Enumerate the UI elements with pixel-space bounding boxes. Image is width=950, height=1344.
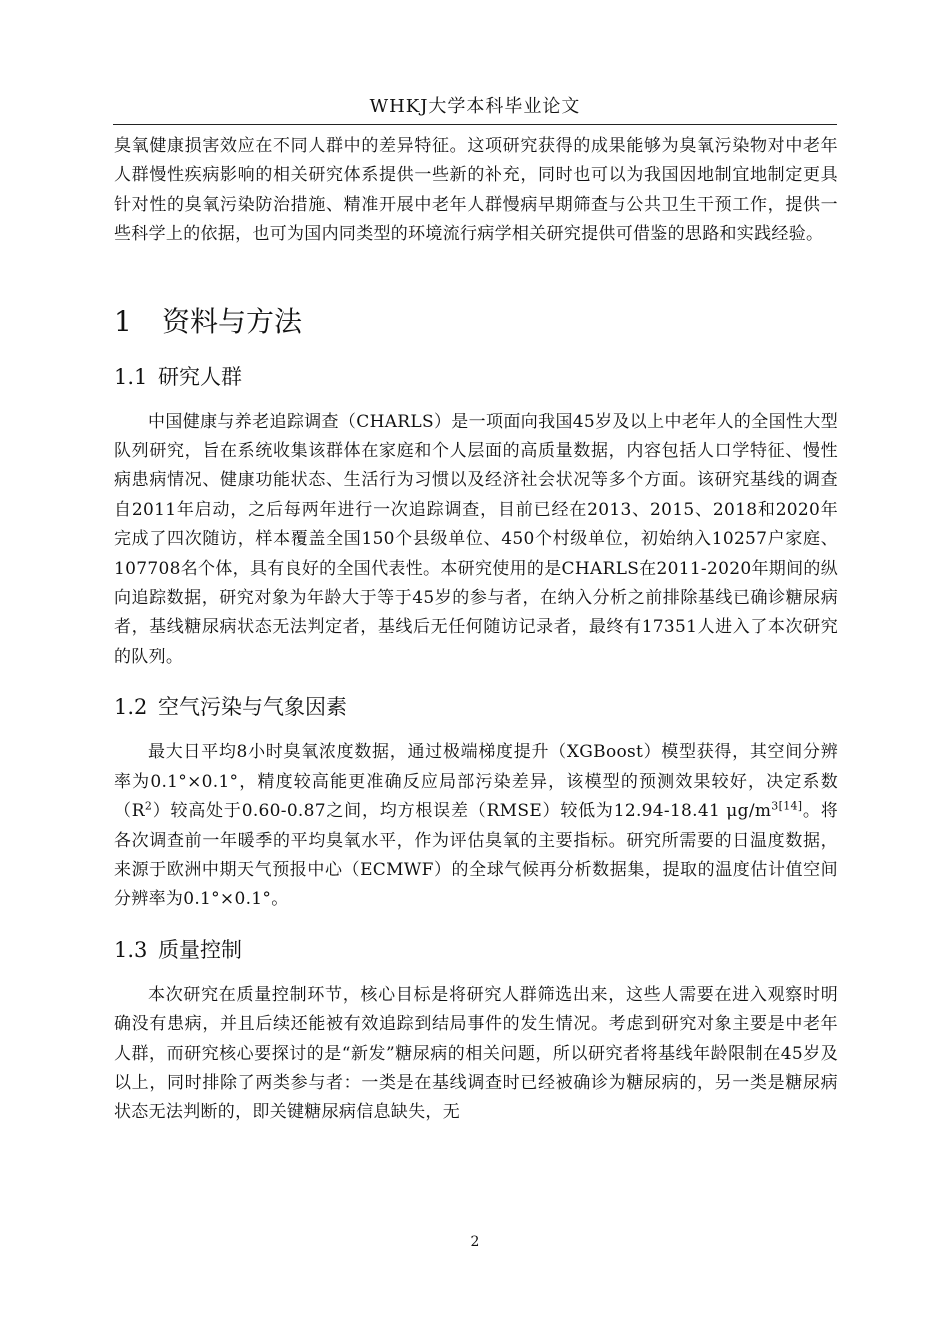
subsection-number: 1.1	[114, 364, 148, 389]
subsection-number: 1.3	[114, 937, 148, 962]
page-number: 2	[470, 1234, 480, 1250]
page-header-title: WHKJ大学本科毕业论文	[369, 96, 581, 117]
document-body	[114, 132, 838, 1128]
subsection-heading-1-2	[114, 692, 838, 722]
study-population-paragraph: 中国健康与养老追踪调查（CHARLS）是一项面向我国45岁及以上中老年人的全国性大型队列研究，旨在系统收集该群体在家庭和个人层面的高质量数据，内容包括人口学特征、慢性病患病情况、健康功能状态、生活行为习惯以及经济社会状况等多个方面。该研究基线的调查自2011年启动，之后每两年进行一次追踪调查，目前已经在2013、2015、2018和2020年完成了四次随访，样本覆盖全国150个县级单位、450个村级单位，初始纳入10257户家庭、107708名个体，具有良好的全国代表性。本研究使用的是CHARLS在2011-2020年期间的纵向追踪数据，研究对象为年龄大于等于45岁的参与者，在纳入分析之前排除基线已确诊糖尿病者，基线糖尿病状态无法判定者，基线后无任何随访记录者，最终有17351人进入了本次研究的队列。	[114, 411, 838, 667]
section-number: 1	[114, 304, 132, 338]
superscript-r2: 2	[144, 799, 153, 813]
subsection-heading-1-1	[114, 362, 838, 392]
section-title: 资料与方法	[162, 304, 303, 338]
superscript-unit: 3	[771, 799, 779, 813]
intro-paragraph: 臭氧健康损害效应在不同人群中的差异特征。这项研究获得的成果能够为臭氧污染物对中老年人群慢性疾病影响的相关研究体系提供一些新的补充，同时也可以为我国因地制宜地制定更具针对性的臭氧污染防治措施、精准开展中老年人群慢病早期筛查与公共卫生干预工作，提供一些科学上的依据，也可为国内同类型的环境流行病学相关研究提供可借鉴的思路和实践经验。	[114, 136, 838, 245]
subsection-number: 1.2	[114, 695, 148, 720]
subsection-title: 研究人群	[158, 364, 242, 389]
header-divider	[113, 124, 837, 125]
subsection-title: 质量控制	[158, 937, 242, 962]
air-pollution-paragraph	[114, 738, 838, 914]
subsection-title: 空气污染与气象因素	[158, 695, 347, 720]
text-segment: 最大日平均8小时臭氧浓度数据，通过极端梯度提升（XGBoost）模型获得，其空间分辨率为0.1°×0.1°，精度较高能更准确反应局部污染差异，该模型的预测效果较好，决定系数（R	[114, 742, 838, 822]
text-segment: ）较高处于0.60-0.87之间，均方根误差（RMSE）较低为12.94-18.41 μg/m	[152, 801, 772, 822]
quality-control-paragraph: 本次研究在质量控制环节，核心目标是将研究人群筛选出来，这些人需要在进入观察时明确没有患病，并且后续还能被有效追踪到结局事件的发生情况。考虑到研究对象主要是中老年人群，而研究核心要探讨的是“新发”糖尿病的相关问题，所以研究者将基线年龄限制在45岁及以上，同时排除了两类参与者：一类是在基线调查时已经被确诊为糖尿病的，另一类是糖尿病状态无法判断的，即关键糖尿病信息缺失，无	[114, 984, 838, 1123]
text-segment: 。将各次调查前一年暖季的平均臭氧水平，作为评估臭氧的主要指标。研究所需要的日温度数据，来源于欧洲中期天气预报中心（ECMWF）的全球气候再分析数据集，提取的温度估计值空间分辨率为0.1°×0.1°。	[114, 801, 838, 910]
section-heading-1	[114, 302, 838, 342]
citation-reference: [14]	[778, 799, 803, 813]
subsection-heading-1-3	[114, 935, 838, 965]
